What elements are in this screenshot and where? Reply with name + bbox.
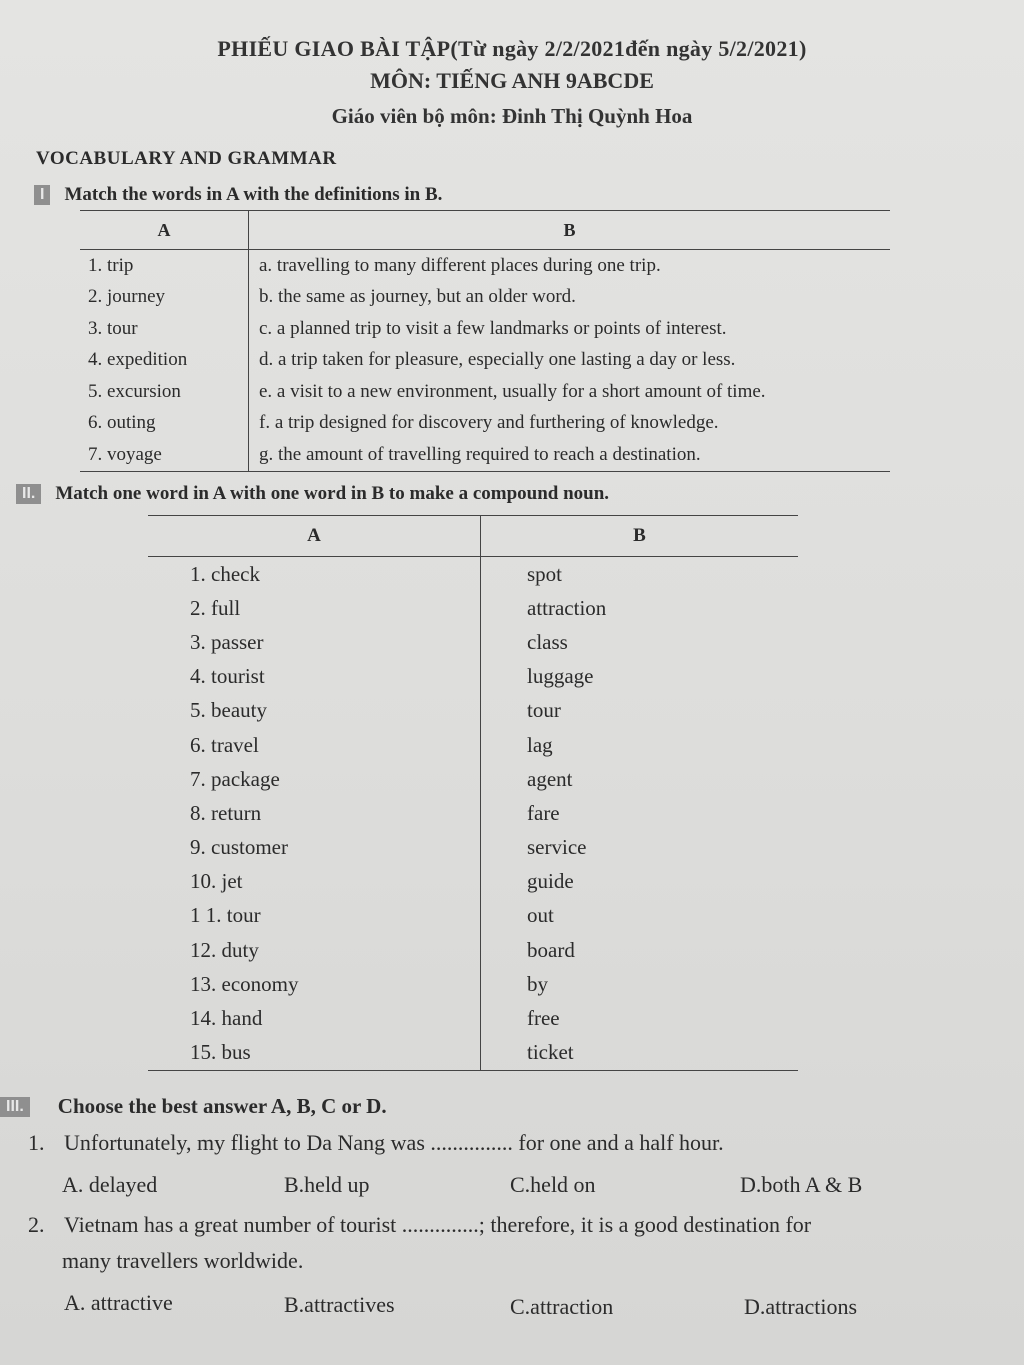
column-header-a: A: [148, 516, 481, 557]
word-a-cell: 7. package: [148, 762, 481, 796]
word-cell: 6. outing: [80, 408, 249, 440]
exercise-2-number: II.: [16, 484, 41, 504]
exercise-1-heading: [34, 184, 442, 206]
definition-cell: f. a trip designed for discovery and furthering of knowledge.: [259, 412, 719, 434]
exercise-3-title: Choose the best answer A, B, C or D.: [57, 1094, 387, 1118]
word-cell: 1. trip: [80, 250, 249, 282]
exercise-2-title: Match one word in A with one word in B to make a compound noun.: [55, 483, 610, 504]
word-b-cell: agent: [527, 766, 573, 791]
question-1-number: 1.: [28, 1130, 45, 1155]
word-a-cell: 12. duty: [148, 933, 481, 967]
word-a-cell: 9. customer: [148, 831, 481, 865]
table-row: [148, 1001, 798, 1035]
word-b-cell: attraction: [527, 595, 607, 620]
table-row: [148, 865, 798, 899]
table-row: [148, 557, 798, 592]
word-b-cell: class: [527, 629, 568, 654]
q2-option-c[interactable]: C.attraction: [510, 1294, 614, 1319]
column-header-b: B: [481, 516, 799, 557]
q1-option-c[interactable]: C.held on: [510, 1172, 596, 1197]
table-row: [148, 933, 798, 967]
word-a-cell: 6. travel: [148, 728, 481, 762]
word-a-cell: 5. beauty: [148, 694, 481, 728]
word-b-cell: out: [527, 903, 554, 928]
definition-cell: d. a trip taken for pleasure, especially one lasting a day or less.: [259, 349, 736, 371]
exercise-1-table: [80, 210, 890, 472]
column-header-a: A: [80, 211, 249, 250]
word-cell: 5. excursion: [80, 376, 249, 408]
column-header-b: B: [249, 211, 891, 250]
exercise-2-heading: [16, 483, 609, 505]
definition-cell: g. the amount of travelling required to reach a destination.: [249, 439, 891, 471]
word-b-cell: guide: [527, 869, 574, 894]
table-row: [148, 796, 798, 830]
table-row: [80, 376, 890, 408]
word-a-cell: 8. return: [148, 796, 481, 830]
q1-option-d[interactable]: D.both A & B: [740, 1172, 863, 1197]
word-b-cell: ticket: [481, 1036, 799, 1071]
table-row: [80, 282, 890, 314]
table-row: [148, 899, 798, 933]
teacher-line: Giáo viên bộ môn: Đinh Thị Quỳnh Hoa: [331, 104, 693, 128]
definition-cell: b. the same as journey, but an older word.: [259, 286, 576, 308]
table-row: [80, 250, 890, 282]
word-b-cell: tour: [527, 698, 561, 723]
word-cell: 3. tour: [80, 313, 249, 345]
worksheet-title: PHIẾU GIAO BÀI TẬP(Từ ngày 2/2/2021đến ngày 5/2/2021): [217, 36, 807, 61]
question-2-number: 2.: [28, 1212, 45, 1237]
table-row: [148, 694, 798, 728]
word-a-cell: 2. full: [148, 591, 481, 625]
word-a-cell: 1 1. tour: [148, 899, 481, 933]
table-row: [80, 439, 890, 471]
definition-cell: a. travelling to many different places during one trip.: [259, 254, 661, 276]
exercise-1-number: I: [34, 185, 50, 205]
table-row: [148, 967, 798, 1001]
question-2-text-line2: many travellers worldwide.: [62, 1248, 304, 1273]
word-a-cell: 13. economy: [148, 967, 481, 1001]
table-row: [148, 660, 798, 694]
table-row: [148, 762, 798, 796]
definition-cell: e. a visit to a new environment, usually for a short amount of time.: [259, 380, 766, 402]
word-a-cell: 10. jet: [148, 865, 481, 899]
table-row: [80, 345, 890, 377]
exercise-3-number: III.: [0, 1097, 30, 1117]
word-b-cell: spot: [527, 561, 563, 586]
q1-option-a[interactable]: A. delayed: [62, 1172, 158, 1197]
word-a-cell: 4. tourist: [148, 660, 481, 694]
word-a-cell: 14. hand: [148, 1001, 481, 1035]
definition-cell: c. a planned trip to visit a few landmarks or points of interest.: [259, 317, 727, 339]
word-cell: 7. voyage: [80, 439, 249, 471]
q2-option-b[interactable]: B.attractives: [284, 1292, 395, 1317]
table-row: [148, 728, 798, 762]
word-b-cell: fare: [527, 800, 560, 825]
word-a-cell: 1. check: [148, 557, 481, 592]
table-row: [148, 591, 798, 625]
table-row: [148, 1036, 798, 1071]
section-title: VOCABULARY AND GRAMMAR: [36, 148, 337, 169]
word-a-cell: 15. bus: [148, 1036, 481, 1071]
q2-option-d[interactable]: D.attractions: [744, 1294, 858, 1319]
word-cell: 2. journey: [80, 282, 249, 314]
table-row: [80, 408, 890, 440]
exercise-3-heading: [0, 1094, 387, 1119]
word-b-cell: by: [527, 971, 548, 996]
q2-option-a[interactable]: A. attractive: [64, 1290, 173, 1315]
word-cell: 4. expedition: [80, 345, 249, 377]
table-row: [80, 313, 890, 345]
question-2: [28, 1212, 811, 1238]
subject-line: MÔN: TIẾNG ANH 9ABCDE: [370, 68, 654, 93]
question-2-text-line1: Vietnam has a great number of tourist ..............; therefore, it is a good destination for: [64, 1212, 812, 1237]
word-a-cell: 3. passer: [148, 625, 481, 659]
exercise-1-title: Match the words in A with the definitions in B.: [64, 184, 443, 205]
word-b-cell: board: [527, 937, 575, 962]
question-1: [28, 1130, 724, 1156]
word-b-cell: service: [527, 835, 587, 860]
exercise-2-table: [148, 515, 798, 1071]
table-row: [148, 831, 798, 865]
question-1-text: Unfortunately, my flight to Da Nang was ............... for one and a half hour.: [64, 1130, 724, 1155]
word-b-cell: free: [527, 1006, 560, 1031]
word-b-cell: luggage: [527, 664, 594, 689]
q1-option-b[interactable]: B.held up: [284, 1172, 370, 1197]
word-b-cell: lag: [527, 732, 553, 757]
table-row: [148, 625, 798, 659]
